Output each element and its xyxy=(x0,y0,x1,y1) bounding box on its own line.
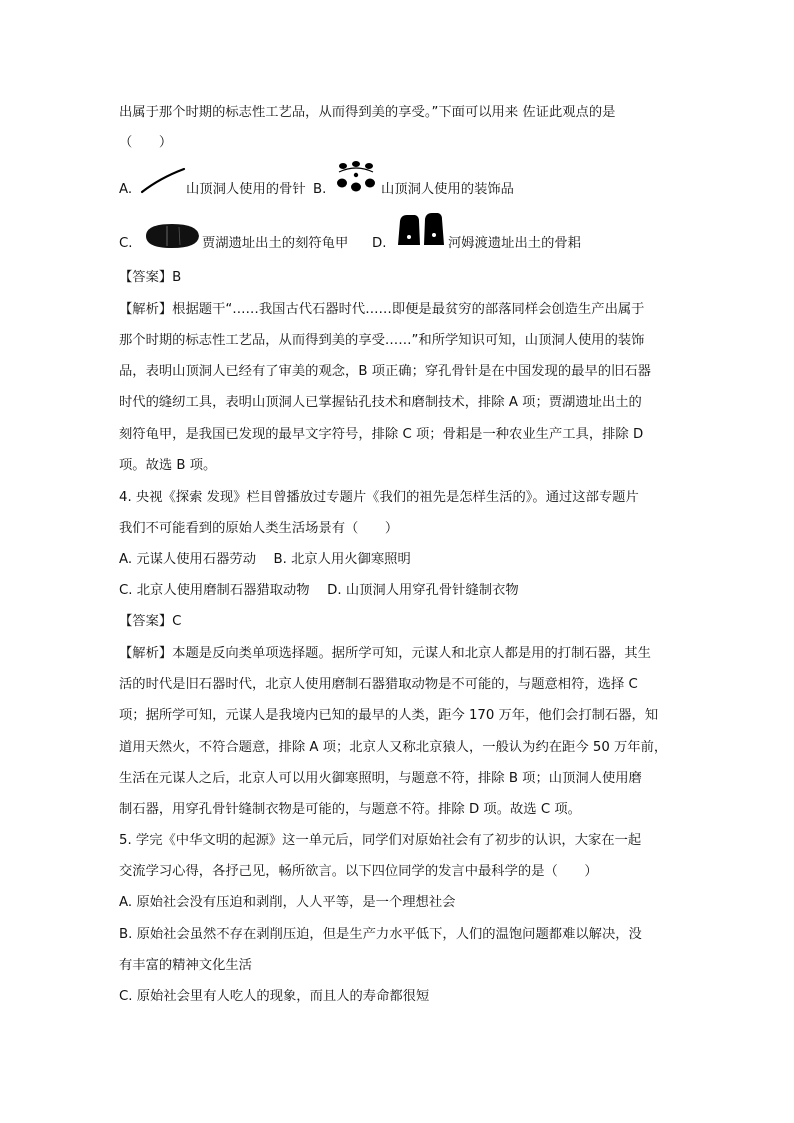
q4-stem-line: 4. 央视《探索 发现》栏目曾播放过专题片《我们的祖先是怎样生活的》。通过这部专题片 xyxy=(119,490,639,505)
option-c-letter: C. xyxy=(119,236,133,251)
option-c-text: 贾湖遗址出土的刻符龟甲 xyxy=(202,236,349,251)
q4-analysis-line: 制石器，用穿孔骨针缝制衣物是可能的，与题意不符。排除 D 项。故选 C 项。 xyxy=(119,802,581,817)
q4-analysis-line: 项；据所学可知，元谋人是我境内已知的最早的人类，距今 170 万年，他们会打制石器，知 xyxy=(119,708,659,723)
q4-options-line: A. 元谋人使用石器劳动 B. 北京人用火御寒照明 xyxy=(119,552,411,567)
q3-analysis-line: 那个时期的标志性工艺品，从而得到美的享受……”和所学知识可知，山顶洞人使用的装饰 xyxy=(119,333,645,348)
q4-analysis-line: 生活在元谋人之后，北京人可以用火御寒照明，与题意不符，排除 B 项；山顶洞人使用磨 xyxy=(119,771,642,786)
q5-option-b-line: B. 原始社会虽然不存在剥削压迫，但是生产力水平低下，人们的温饱问题都难以解决，没 xyxy=(119,927,642,942)
q3-analysis-line: 项。故选 B 项。 xyxy=(119,458,217,473)
intro-line-1: 出属于那个时期的标志性工艺品，从而得到美的享受。”下面可以用来 佐证此观点的是 xyxy=(119,105,616,120)
bone-needle-image xyxy=(140,166,186,196)
q5-stem-line: 交流学习心得，各抒己见，畅所欲言。以下四位同学的发言中最科学的是（ ） xyxy=(119,864,598,879)
bone-spade-image xyxy=(392,211,448,247)
q4-answer: 【答案】C xyxy=(119,614,182,629)
q3-analysis-line: 刻符龟甲，是我国已发现的最早文字符号，排除 C 项；骨耜是一种农业生产工具，排除 D xyxy=(119,427,644,442)
option-a-text: 山顶洞人使用的骨针 xyxy=(186,182,306,197)
ornament-image xyxy=(333,160,379,194)
q4-analysis-line: 活的时代是旧石器时代，北京人使用磨制石器猎取动物是不可能的，与题意相符，选择 C xyxy=(119,677,638,692)
q4-analysis-line: 【解析】本题是反向类单项选择题。据所学可知，元谋人和北京人都是用的打制石器，其生 xyxy=(119,646,651,661)
turtle-shell-image xyxy=(142,221,202,251)
q3-analysis-line: 【解析】根据题干“……我国古代石器时代……即便是最贫穷的部落同样会创造生产出属于 xyxy=(119,302,645,317)
q5-stem-line: 5. 学完《中华文明的起源》这一单元后，同学们对原始社会有了初步的认识，大家在一起 xyxy=(119,833,642,848)
q4-analysis-line: 道用天然火，不符合题意，排除 A 项；北京人又称北京猿人，一般认为约在距今 50 万年前， xyxy=(119,740,668,755)
q3-analysis-line: 时代的缝纫工具，表明山顶洞人已掌握钻孔技术和磨制技术，排除 A 项；贾湖遗址出土的 xyxy=(119,395,642,410)
q5-option-c: C. 原始社会里有人吃人的现象，而且人的寿命都很短 xyxy=(119,989,430,1004)
q4-options-line: C. 北京人使用磨制石器猎取动物 D. 山顶洞人用穿孔骨针缝制衣物 xyxy=(119,583,519,598)
option-d-letter: D. xyxy=(372,236,387,251)
intro-line-2: （ ） xyxy=(119,135,173,150)
option-d-text: 河姆渡遗址出土的骨耜 xyxy=(448,236,581,251)
option-b-letter: B. xyxy=(313,182,327,197)
q4-stem-line: 我们不可能看到的原始人类生活场景有（ ） xyxy=(119,521,399,536)
option-b-text: 山顶洞人使用的装饰品 xyxy=(381,182,514,197)
option-a-letter: A. xyxy=(119,182,133,197)
q3-answer: 【答案】B xyxy=(119,270,182,285)
q5-option-a: A. 原始社会没有压迫和剥削，人人平等，是一个理想社会 xyxy=(119,895,456,910)
q3-analysis-line: 品，表明山顶洞人已经有了审美的观念，B 项正确；穿孔骨针是在中国发现的最早的旧石器 xyxy=(119,364,651,379)
q5-option-b-line: 有丰富的精神文化生活 xyxy=(119,958,252,973)
